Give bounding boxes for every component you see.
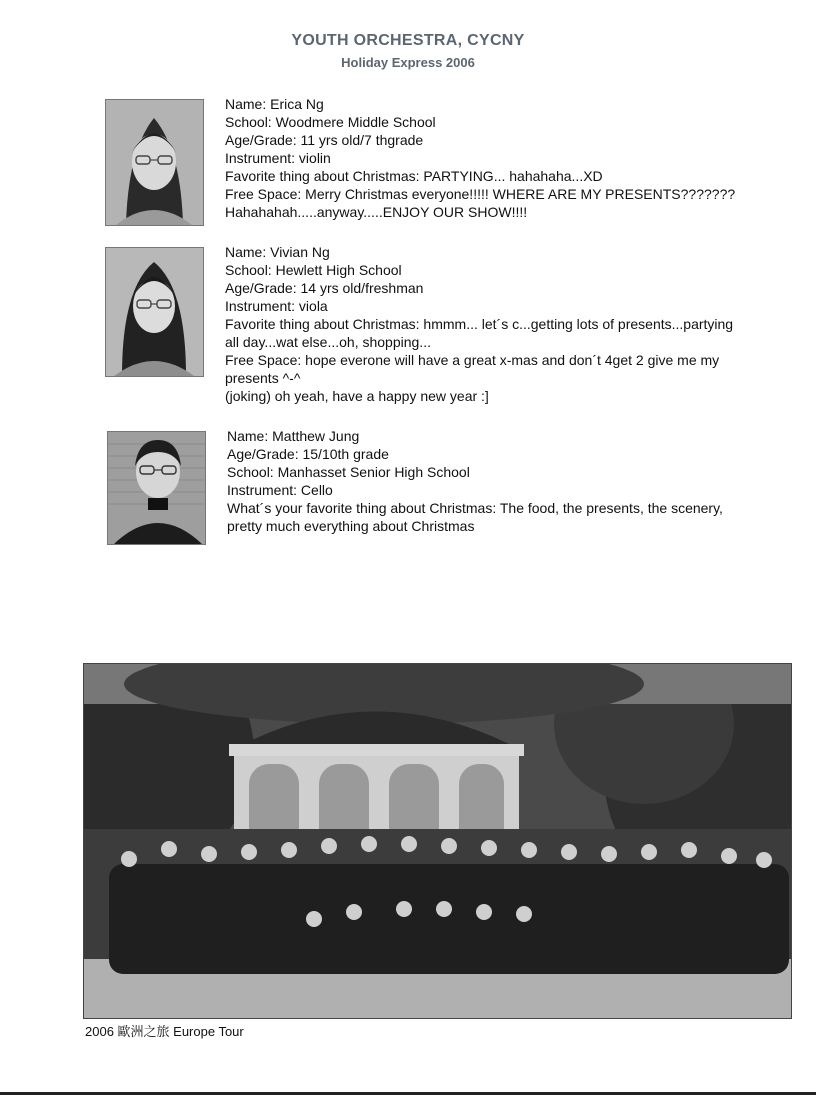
profile-bio-matthew [227, 427, 816, 535]
group-photo [83, 663, 792, 1019]
bio-line: School: Manhasset Senior High School [227, 464, 470, 480]
bio-line: What´s your favorite thing about Christmas: The food, the presents, the scenery, [227, 500, 723, 516]
page-subtitle: Holiday Express 2006 [341, 55, 475, 70]
bio-line: Name: Erica Ng [225, 96, 324, 112]
bio-line: Hahahahah.....anyway.....ENJOY OUR SHOW!!!! [225, 204, 528, 220]
portrait-erica-drawing [106, 100, 203, 225]
bio-line: presents ^-^ [225, 370, 301, 386]
bio-line: Instrument: violin [225, 150, 331, 166]
group-photo-drawing [84, 664, 791, 1018]
profile-bio-vivian [225, 243, 815, 405]
bio-line: School: Woodmere Middle School [225, 114, 436, 130]
bio-line: Favorite thing about Christmas: PARTYING... hahahaha...XD [225, 168, 603, 184]
photo-caption: 2006 歐洲之旅 Europe Tour [85, 1024, 244, 1039]
bio-line: Free Space: Merry Christmas everyone!!!!! WHERE ARE MY PRESENTS??????? [225, 186, 736, 202]
page-header [0, 32, 816, 70]
bio-line: Age/Grade: 14 yrs old/freshman [225, 280, 424, 296]
page-title: YOUTH ORCHESTRA, CYCNY [291, 32, 525, 49]
bio-line: Name: Vivian Ng [225, 244, 330, 260]
portrait-vivian-drawing [106, 248, 203, 376]
portrait-photo-matthew [107, 431, 206, 545]
bottom-rule [0, 1092, 816, 1095]
bio-line: Free Space: hope everone will have a great x-mas and don´t 4get 2 give me my [225, 352, 720, 368]
portrait-matthew-drawing [108, 432, 205, 544]
portrait-photo-erica [105, 99, 204, 226]
bio-line: all day...wat else...oh, shopping... [225, 334, 431, 350]
portrait-photo-vivian [105, 247, 204, 377]
bio-line: Instrument: viola [225, 298, 328, 314]
bio-line: Favorite thing about Christmas: hmmm... let´s c...getting lots of presents...partying [225, 316, 734, 332]
bio-line: Age/Grade: 15/10th grade [227, 446, 389, 462]
bio-line: pretty much everything about Christmas [227, 518, 475, 534]
bio-line: Instrument: Cello [227, 482, 333, 498]
bio-line: Name: Matthew Jung [227, 428, 360, 444]
profile-bio-erica [225, 95, 815, 221]
bio-line: (joking) oh yeah, have a happy new year :] [225, 388, 489, 404]
bio-line: School: Hewlett High School [225, 262, 402, 278]
bio-line: Age/Grade: 11 yrs old/7 thgrade [225, 132, 424, 148]
